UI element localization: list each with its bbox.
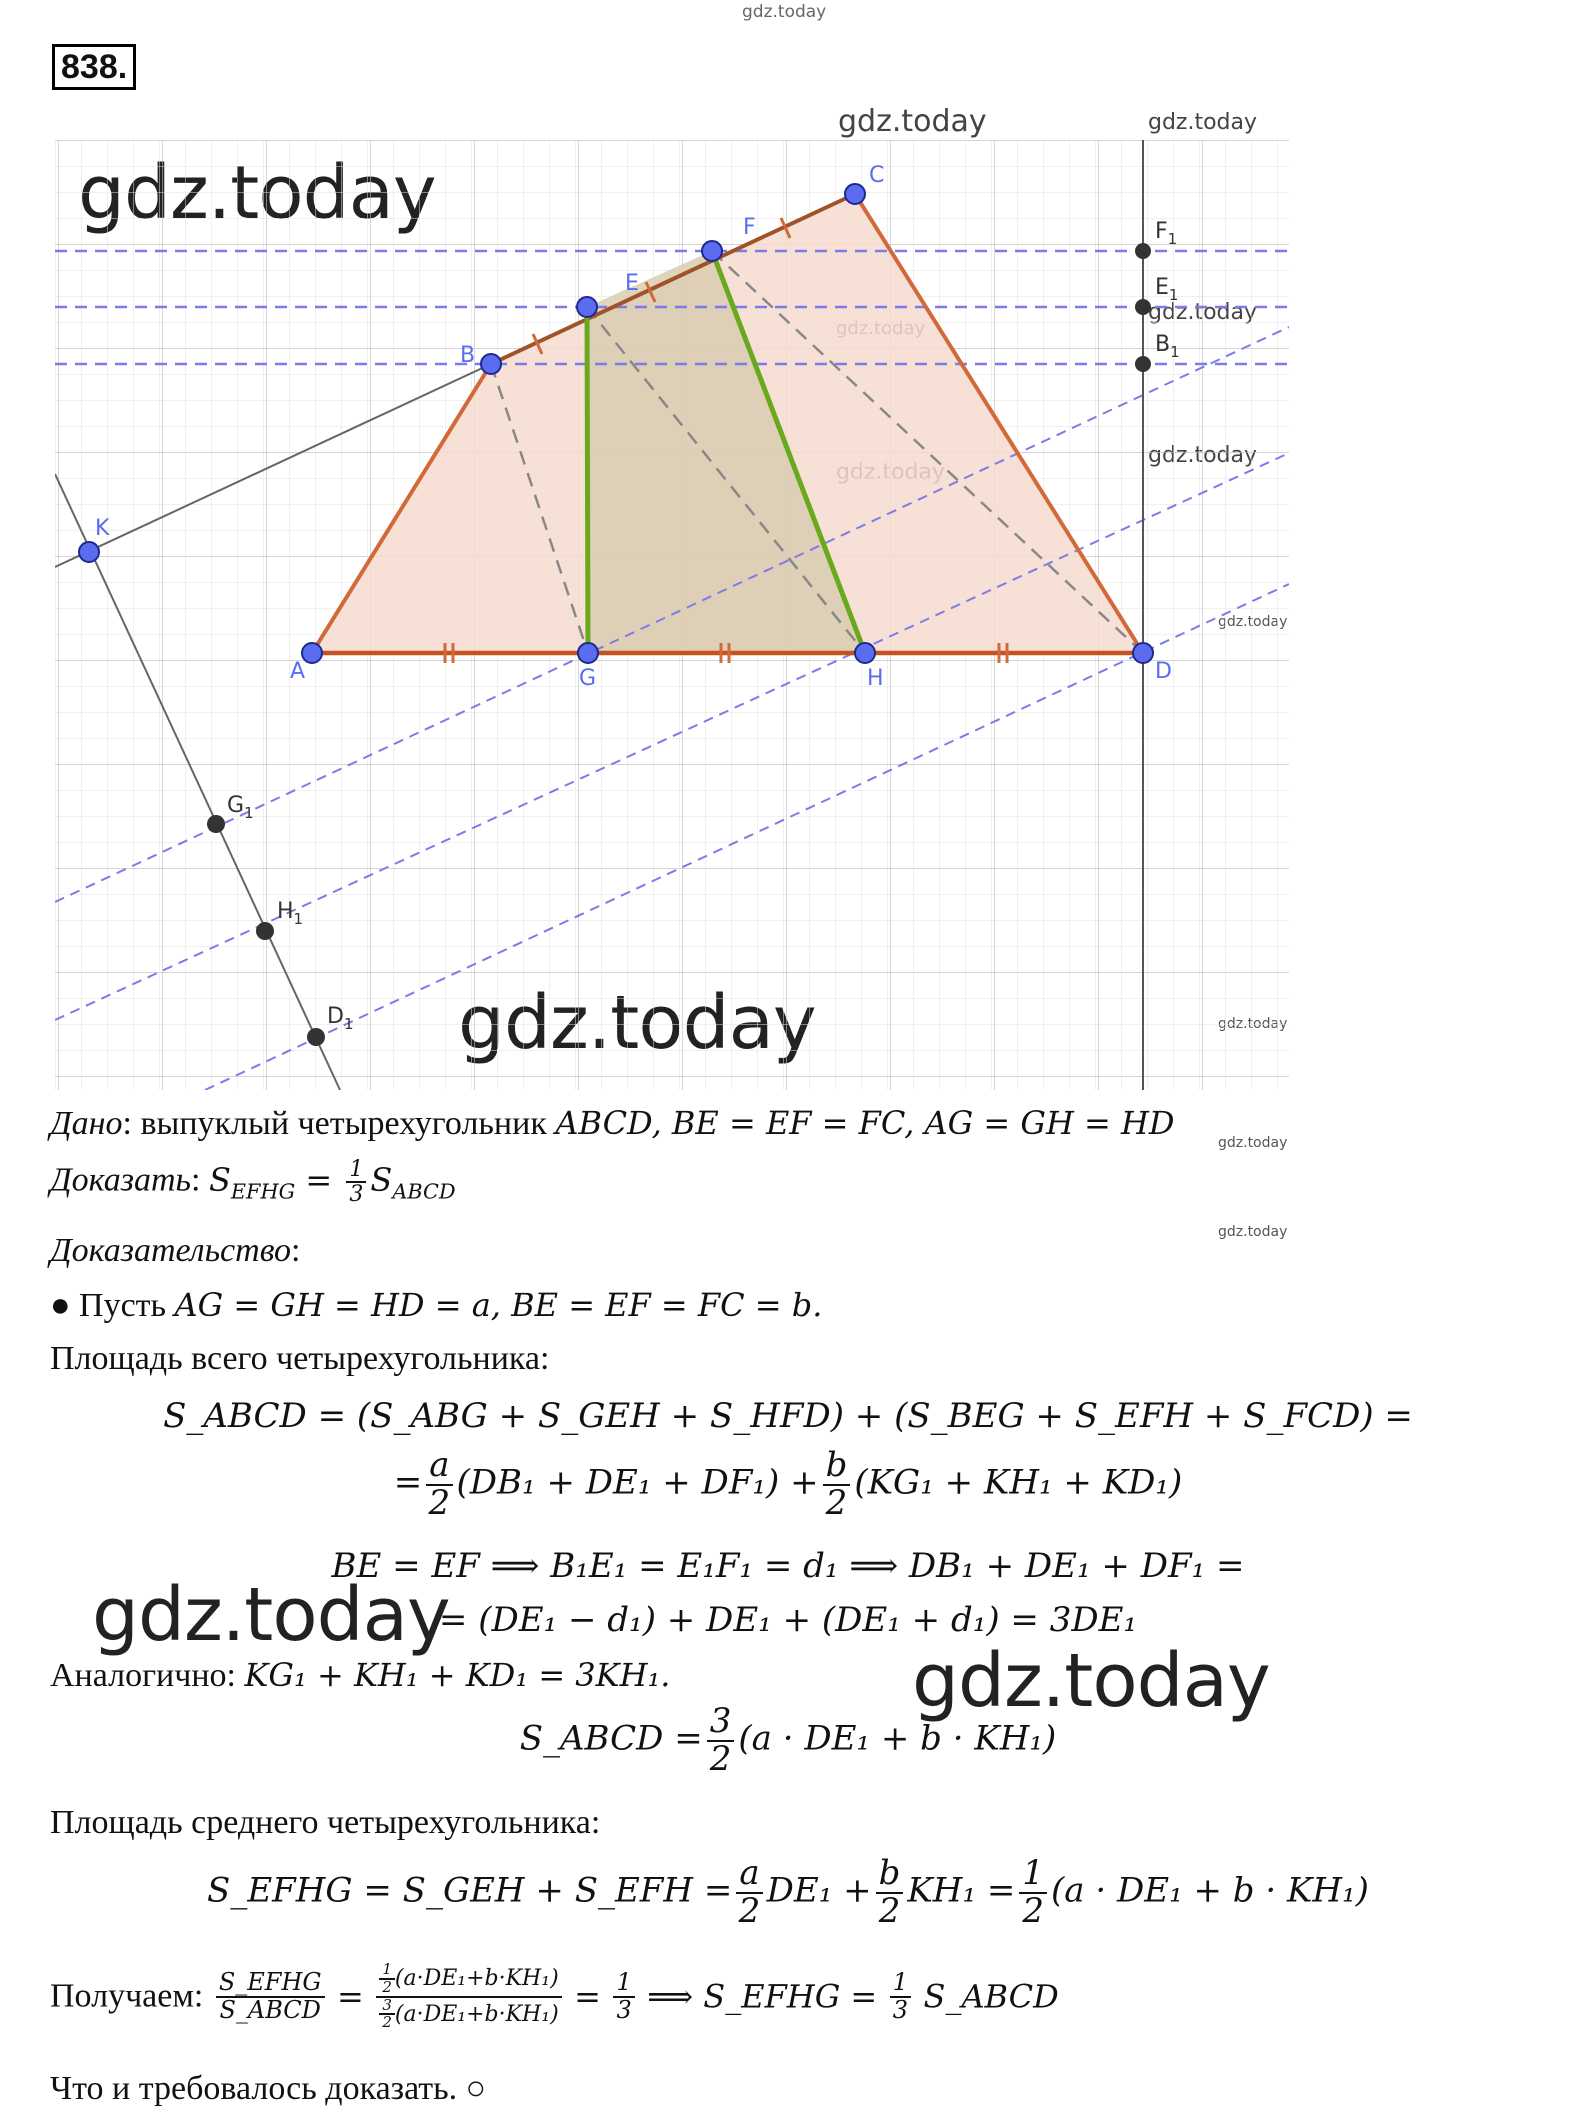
watermark-large: gdz.today (92, 1572, 450, 1658)
proof-heading: Доказательство: (50, 1232, 301, 1269)
problem-number: 838. (52, 44, 136, 90)
watermark-top: gdz.today (742, 2, 827, 22)
geometry-figure (55, 140, 1289, 1090)
formula-2: = $\frac{a}{2}$ (DB₁ + DE₁ + DF₁) + $\frac{b}{2}$ (KG₁ + KH₁ + KD₁) (393, 1445, 1183, 1523)
point-label-b1: $B_1$ (1155, 332, 1180, 361)
point-label-d1: $D_1$ (327, 1004, 354, 1033)
point-label-k: K (95, 516, 110, 541)
point-label-a: A (290, 659, 306, 684)
formula-6: S_EFHG = S_GEH + S_EFH = $\frac{a}{2}$ DE₁ + $\frac{b}{2}$ KH₁ = $\frac{1}{2}$ (a · DE₁ + b · KH₁) (207, 1853, 1369, 1931)
point-label-f1: $F_1$ (1155, 219, 1178, 248)
given-text: : выпуклый четырехугольник (122, 1105, 556, 1142)
qed-line: Что и требовалось доказать. ○ (50, 2070, 487, 2107)
area-middle-heading: Площадь среднего четырехугольника: (50, 1804, 601, 1841)
given-math: ABCD, BE = EF = FC, AG = GH = HD (555, 1104, 1175, 1142)
point-label-h: H (867, 666, 884, 691)
formula-5: S_ABCD = $\frac{3}{2}$ (a · DE₁ + b · KH₁) (519, 1701, 1057, 1779)
point-label-h1: $H_1$ (277, 899, 304, 928)
let-line: ● Пусть AG = GH = HD = a, BE = EF = FC = b. (50, 1286, 823, 1324)
given-label: Дано (50, 1105, 123, 1142)
point-label-g1: $G_1$ (227, 793, 254, 822)
point-label-e1: $E_1$ (1155, 275, 1179, 304)
point-label-c: C (869, 163, 885, 188)
prove-line: Доказать: $S_{EFHG}$ = $\frac{1}{3}$ $S_{ABCD}$ (50, 1157, 456, 1208)
expanded-fraction: $\frac{1}{2}$ (a·DE₁+b·KH₁) $\frac{3}{2}$ (a·DE₁+b·KH₁) (376, 1962, 561, 2031)
watermark-large: gdz.today (912, 1638, 1270, 1724)
given-line (50, 1104, 1175, 1143)
proof-label: Доказательство (50, 1232, 292, 1269)
result-line: Получаем: $\frac{\text{S\_EFHG}}{\text{S\_ABCD}}$ = $\frac{1}{2}$ (a·DE₁+b·KH₁) $\frac{3}{2}$ (a·DE₁+b·KH₁) = $\frac{1}{3}$ ⟹ S_EFHG = $\frac{1}{3}$ S_ABCD (50, 1960, 1059, 2032)
watermark-tiny: gdz.today (1218, 1224, 1288, 1240)
prove-label: Доказать (50, 1161, 191, 1199)
analog-line: Аналогично: KG₁ + KH₁ + KD₁ = 3KH₁. (50, 1656, 671, 1694)
point-label-g: G (579, 666, 597, 691)
watermark-small: gdz.today (838, 104, 987, 139)
point-label-e: E (625, 271, 639, 296)
point-label-f: F (743, 215, 756, 240)
watermark-small: gdz.today (1148, 110, 1258, 135)
formula-1: S_ABCD = (S_ABG + S_GEH + S_HFD) + (S_BEG + S_EFH + S_FCD) = (163, 1396, 1413, 1436)
ratio-fraction: $\frac{\text{S\_EFHG}}{\text{S\_ABCD}}$ (216, 1970, 325, 2022)
point-label-b: B (460, 343, 476, 368)
point-label-d: D (1155, 659, 1172, 684)
watermark-tiny: gdz.today (1218, 1135, 1288, 1151)
formula-3: BE = EF ⟹ B₁E₁ = E₁F₁ = d₁ ⟹ DB₁ + DE₁ + DF₁ = (331, 1546, 1245, 1586)
prove-formula: $S_{EFHG}$ = $\frac{1}{3}$ $S_{ABCD}$ (208, 1157, 456, 1208)
area-whole-heading: Площадь всего четырехугольника: (50, 1340, 550, 1377)
formula-4: = (DE₁ − d₁) + DE₁ + (DE₁ + d₁) = 3DE₁ (438, 1600, 1138, 1640)
